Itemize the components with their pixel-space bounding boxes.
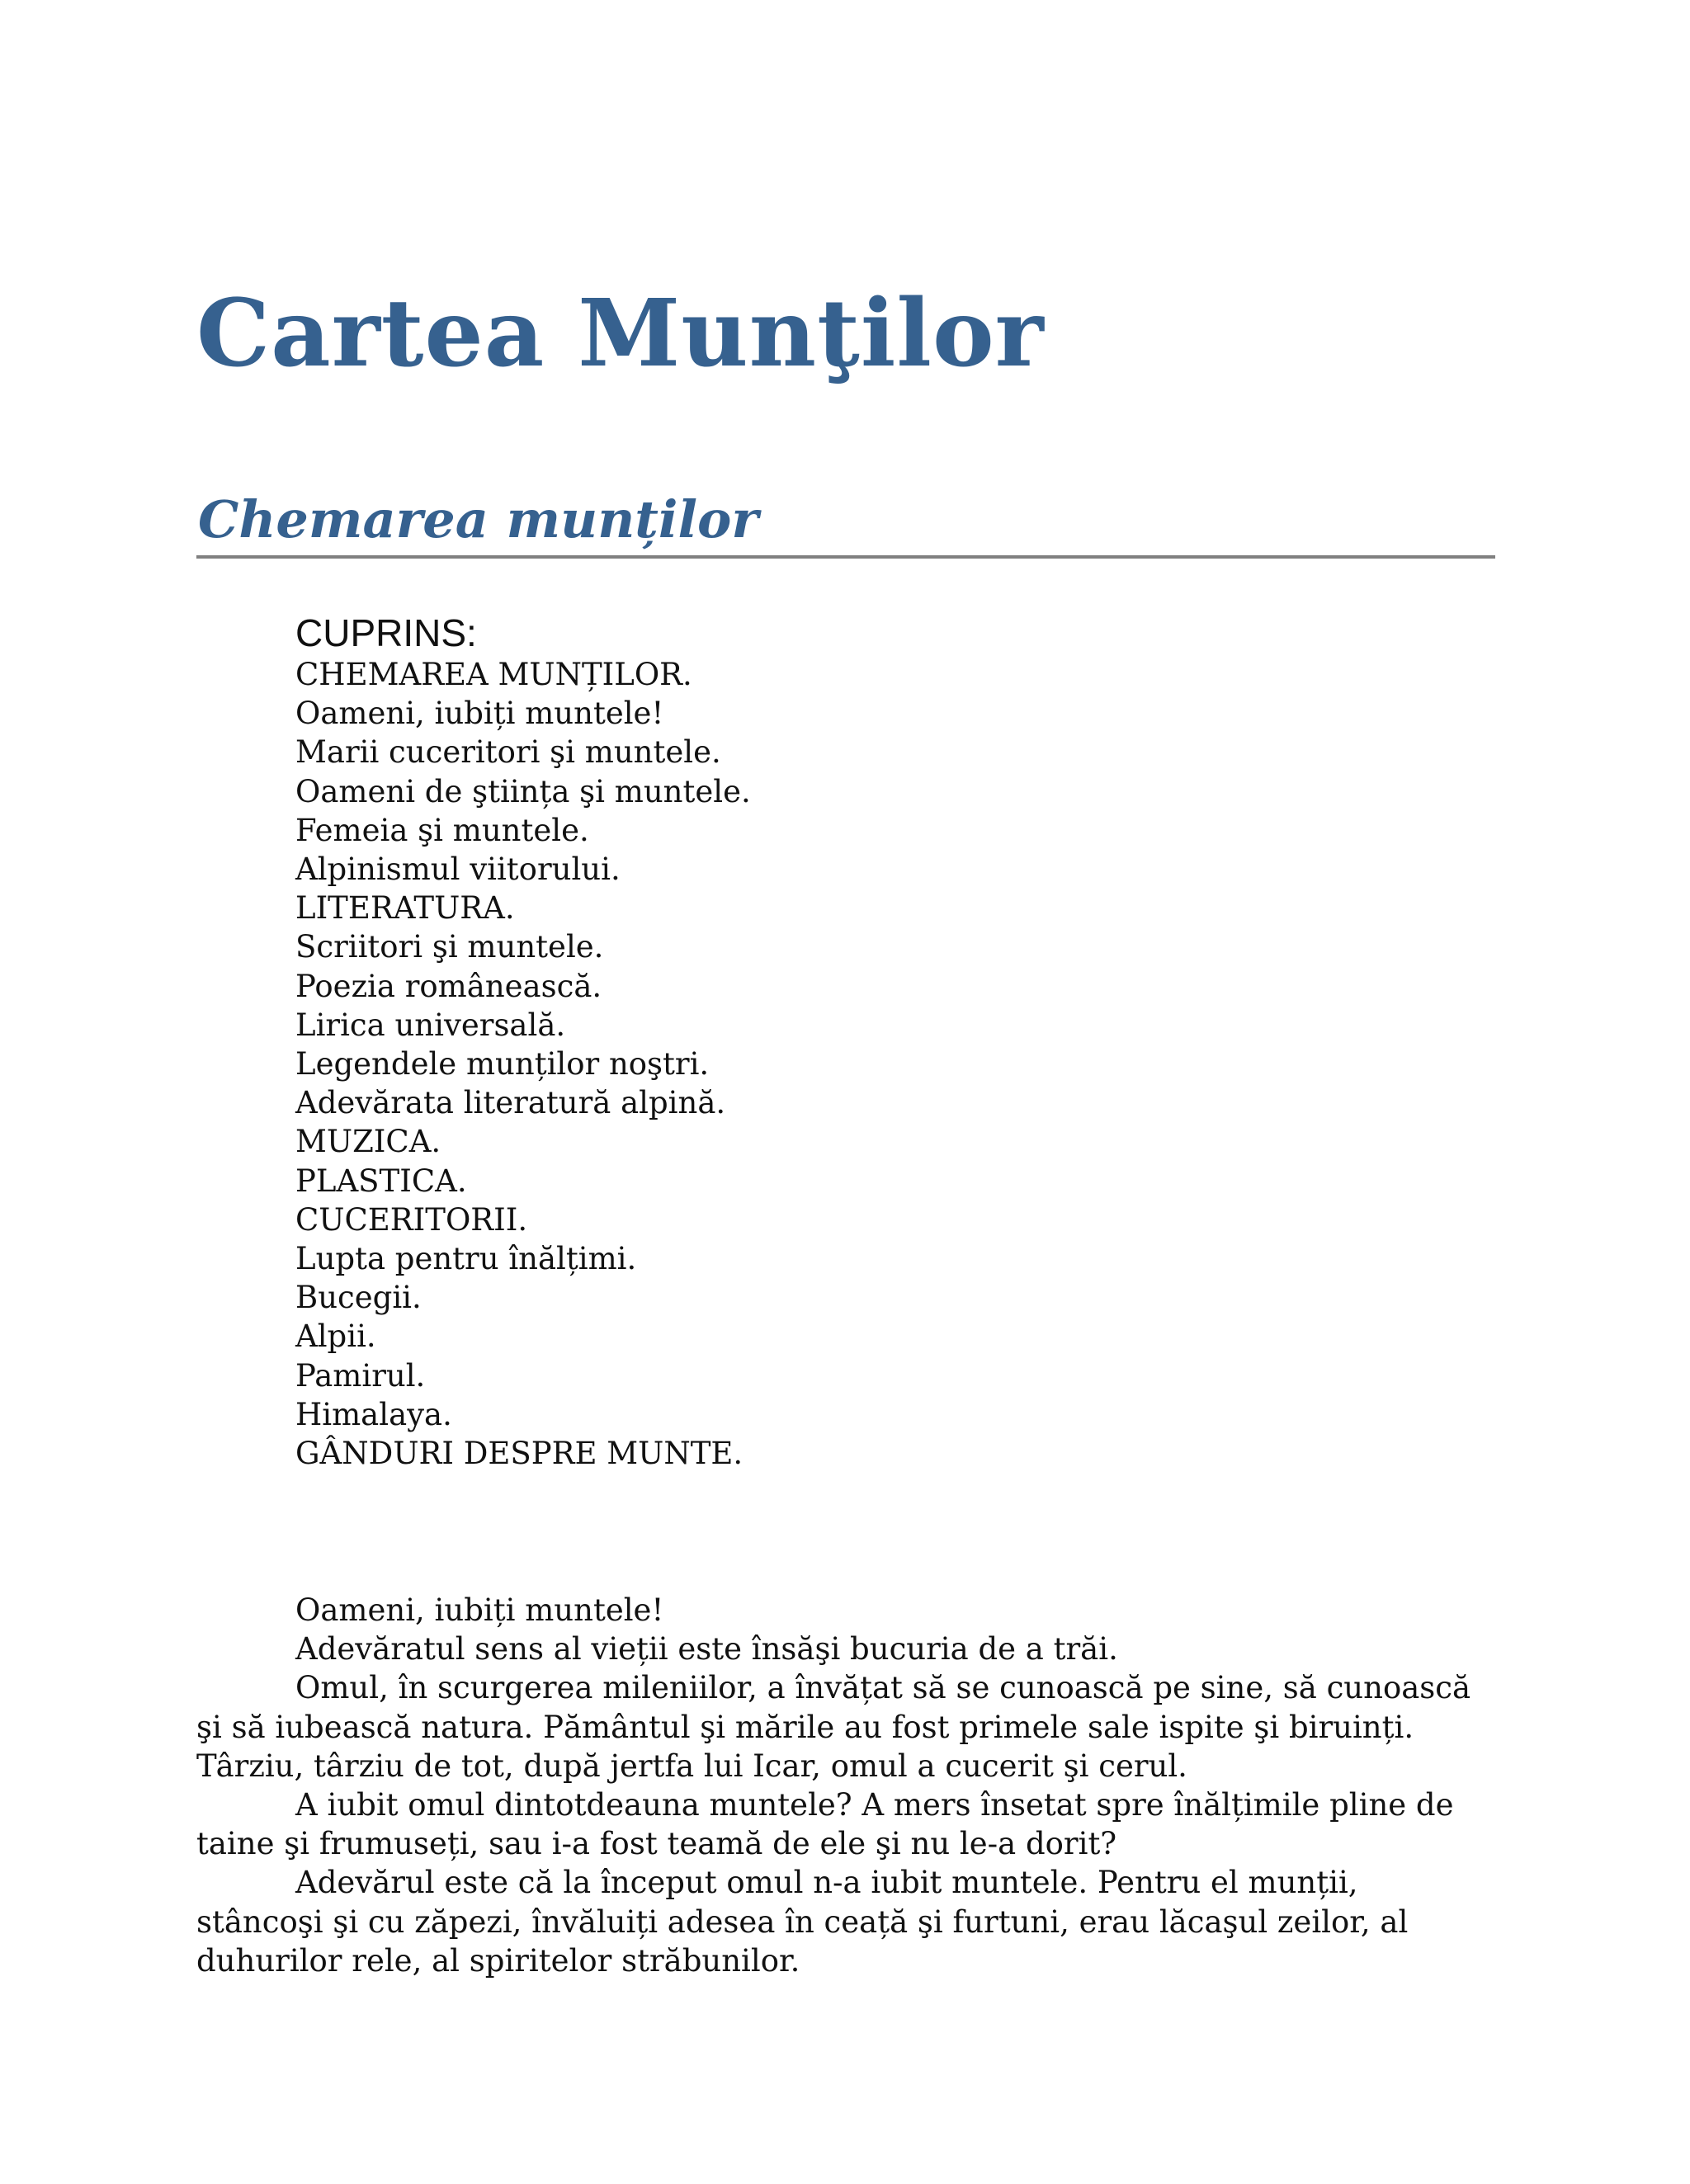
toc-list <box>295 655 1451 1473</box>
body-paragraph: A iubit omul dintotdeauna muntele? A mers însetat spre înălțimile pline de taine şi frumuseți, sau i-a fost teamă de ele şi nu le-a dorit? <box>196 1787 1454 1862</box>
toc-item: Marii cuceritori şi muntele. <box>295 734 721 771</box>
toc-item: Adevărata literatură alpină. <box>295 1085 726 1121</box>
toc-item: Bucegii. <box>295 1280 422 1316</box>
toc-item: Femeia şi muntele. <box>295 812 589 848</box>
table-of-contents <box>295 611 1451 1473</box>
toc-item: Alpinismul viitorului. <box>295 851 621 888</box>
toc-item: LITERATURA. <box>295 890 515 927</box>
toc-item: Alpii. <box>295 1318 376 1355</box>
toc-item: CHEMAREA MUNȚILOR. <box>295 657 692 692</box>
toc-item: MUZICA. <box>295 1124 441 1160</box>
toc-item: PLASTICA. <box>295 1163 467 1199</box>
body-text <box>196 1591 1484 1980</box>
toc-item: Poezia românească. <box>295 968 602 1004</box>
toc-item: Oameni de ştiința şi muntele. <box>295 773 751 809</box>
body-paragraph: Omul, în scurgerea mileniilor, a învățat să se cunoască pe sine, să cunoască şi să iubească natura. Pământul şi mările au fost primele sale ispite şi biruinți. Târziu, târziu de tot, după jertfa lui Icar, omul a cucerit şi cerul. <box>196 1670 1471 1784</box>
toc-item: Oameni, iubiți muntele! <box>295 696 664 732</box>
toc-item: GÂNDURI DESPRE MUNTE. <box>295 1436 744 1472</box>
subtitle-divider <box>196 555 1495 559</box>
document-title: Cartea Munţilor <box>196 280 1045 388</box>
toc-item: Pamirul. <box>295 1357 426 1394</box>
toc-item: Scriitori şi muntele. <box>295 929 604 965</box>
toc-item: Legendele munților noştri. <box>295 1046 710 1083</box>
toc-heading: CUPRINS: <box>295 611 477 654</box>
chapter-subtitle: Chemarea munților <box>198 489 759 550</box>
toc-item: Lirica universală. <box>295 1007 566 1043</box>
body-paragraph: Oameni, iubiți muntele! <box>295 1592 664 1628</box>
toc-item: Himalaya. <box>295 1396 452 1432</box>
toc-item: CUCERITORII. <box>295 1201 528 1238</box>
body-paragraph: Adevărul este că la început omul n-a iubit muntele. Pentru el munții, stâncoşi şi cu zăpezi, învăluiți adesea în ceață şi furtuni, erau lăcaşul zeilor, al duhurilor rele, al spiritelor străbunilor. <box>196 1865 1409 1979</box>
toc-item: Lupta pentru înălțimi. <box>295 1241 637 1277</box>
body-paragraph: Adevăratul sens al vieții este însăşi bucuria de a trăi. <box>295 1631 1118 1667</box>
